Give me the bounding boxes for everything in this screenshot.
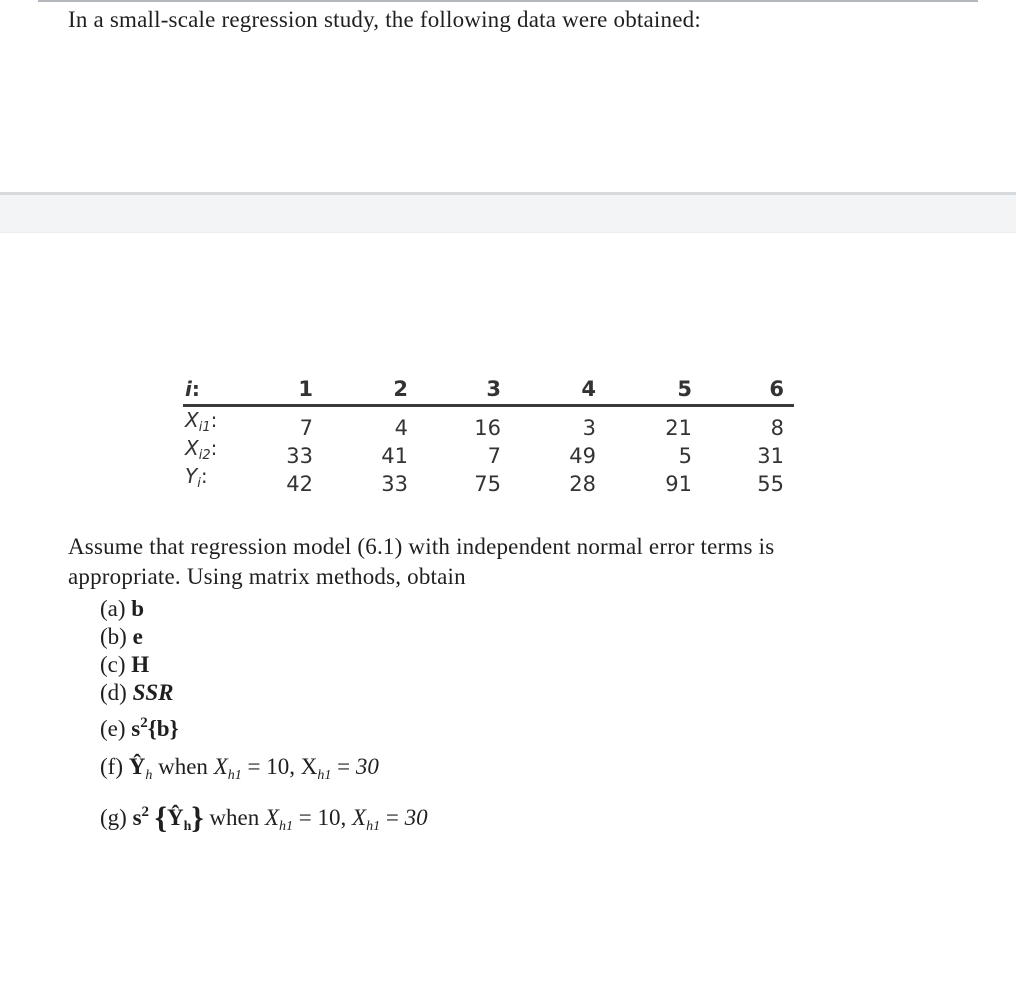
text-segment: 2: [140, 715, 148, 731]
table-label-colon: :: [210, 408, 218, 432]
text-segment: 2: [141, 804, 150, 820]
table-header-row: [185, 366, 785, 404]
table-label-subscript: i2: [198, 448, 211, 463]
text-segment: (d): [100, 680, 133, 705]
table-row-label: [185, 463, 247, 497]
problem-item-e: [100, 707, 800, 744]
table-row: [185, 464, 785, 497]
table-column-header: 5: [677, 377, 692, 401]
table-cell: 4: [394, 416, 408, 440]
table-cell: 55: [757, 472, 784, 496]
text-segment: (c): [100, 652, 132, 677]
problem-item-g: [100, 793, 800, 843]
text-segment: h: [145, 768, 153, 783]
table-cell: 16: [474, 416, 501, 440]
text-segment: h1: [317, 768, 332, 783]
table-cell: 33: [381, 472, 408, 496]
problem-item-a: [100, 595, 800, 623]
text-segment: H: [131, 652, 150, 677]
table-cell: 7: [487, 444, 501, 468]
problem-item-c: [100, 651, 800, 679]
top-edge-line: [38, 0, 978, 2]
table-cell: 41: [381, 444, 408, 468]
text-segment: (e): [100, 716, 132, 741]
data-table: [185, 366, 785, 497]
text-segment: = 10,: [241, 754, 301, 779]
problem-item-b: [100, 623, 800, 651]
text-segment: X: [352, 805, 367, 830]
table-cell: 31: [757, 444, 784, 468]
table-column-header: 3: [486, 377, 501, 401]
problem-item-f: [100, 744, 800, 793]
table-row-label: [185, 376, 247, 402]
table-cell: 91: [665, 472, 692, 496]
table-label-symbol: i: [185, 377, 192, 401]
table-label-subscript: i1: [198, 420, 211, 435]
text-segment: 30: [355, 754, 379, 779]
text-segment: e: [132, 624, 143, 649]
text-segment: Ŷ: [128, 754, 146, 779]
problem-intro-text: In a small-scale regression study, the following data were obtained:: [68, 7, 701, 32]
text-segment: X: [213, 754, 228, 779]
text-segment: b: [131, 596, 145, 621]
text-segment: =: [331, 754, 356, 779]
table-cell: 7: [299, 416, 313, 440]
text-segment: when: [203, 805, 265, 830]
text-segment: (a): [100, 596, 132, 621]
text-segment: {: [154, 800, 167, 835]
table-column-header: 1: [298, 377, 313, 401]
table-cell: 8: [770, 416, 784, 440]
text-segment: h1: [366, 819, 381, 834]
table-cell: 21: [665, 416, 692, 440]
table-row: [185, 436, 785, 469]
text-segment: h1: [279, 819, 294, 834]
table-label-colon: :: [200, 464, 208, 488]
text-segment: (b): [100, 624, 133, 649]
table-cell: 5: [678, 444, 692, 468]
text-segment: h1: [227, 768, 242, 783]
problem-item-d: [100, 679, 800, 707]
text-segment: 30: [404, 805, 428, 830]
text-segment: = 10,: [293, 805, 353, 830]
table-cell: 28: [569, 472, 596, 496]
table-label-symbol: X: [185, 408, 199, 432]
text-segment: SSR: [132, 680, 174, 705]
table-label-colon: :: [210, 436, 218, 460]
text-segment: s: [132, 805, 142, 830]
assumption-line-1: Assume that regression model (6.1) with independent normal error terms is: [68, 534, 775, 559]
text-segment: Ŷ: [167, 805, 184, 830]
text-segment: }: [191, 800, 204, 835]
text-segment: when: [152, 754, 214, 779]
text-segment: {b}: [147, 716, 179, 741]
table-column-header: 2: [393, 377, 408, 401]
text-segment: h: [183, 819, 192, 834]
table-body: [185, 404, 785, 497]
table-cell: 75: [474, 472, 501, 496]
table-cell: 42: [286, 472, 313, 496]
problem-list: [100, 595, 800, 843]
text-segment: =: [380, 805, 405, 830]
table-label-symbol: X: [185, 436, 199, 460]
table-cell: 33: [286, 444, 313, 468]
table-header-rule: [183, 404, 794, 407]
text-segment: s: [131, 716, 141, 741]
table-column-header: 4: [581, 377, 596, 401]
assumption-paragraph: [68, 532, 888, 591]
table-cell: 3: [582, 416, 596, 440]
text-segment: (f): [100, 754, 129, 779]
table-label-subscript: i: [197, 476, 201, 491]
table-label-colon: :: [191, 377, 200, 401]
table-cell: 49: [569, 444, 596, 468]
section-divider-band: [0, 192, 1016, 233]
table-label-symbol: Y: [185, 464, 198, 488]
text-segment: (g): [100, 805, 133, 830]
text-segment: X: [300, 754, 318, 779]
table-row: [185, 408, 785, 441]
assumption-line-2: appropriate. Using matrix methods, obtain: [68, 563, 466, 589]
table-column-header: 6: [769, 377, 784, 401]
text-segment: X: [264, 805, 280, 830]
